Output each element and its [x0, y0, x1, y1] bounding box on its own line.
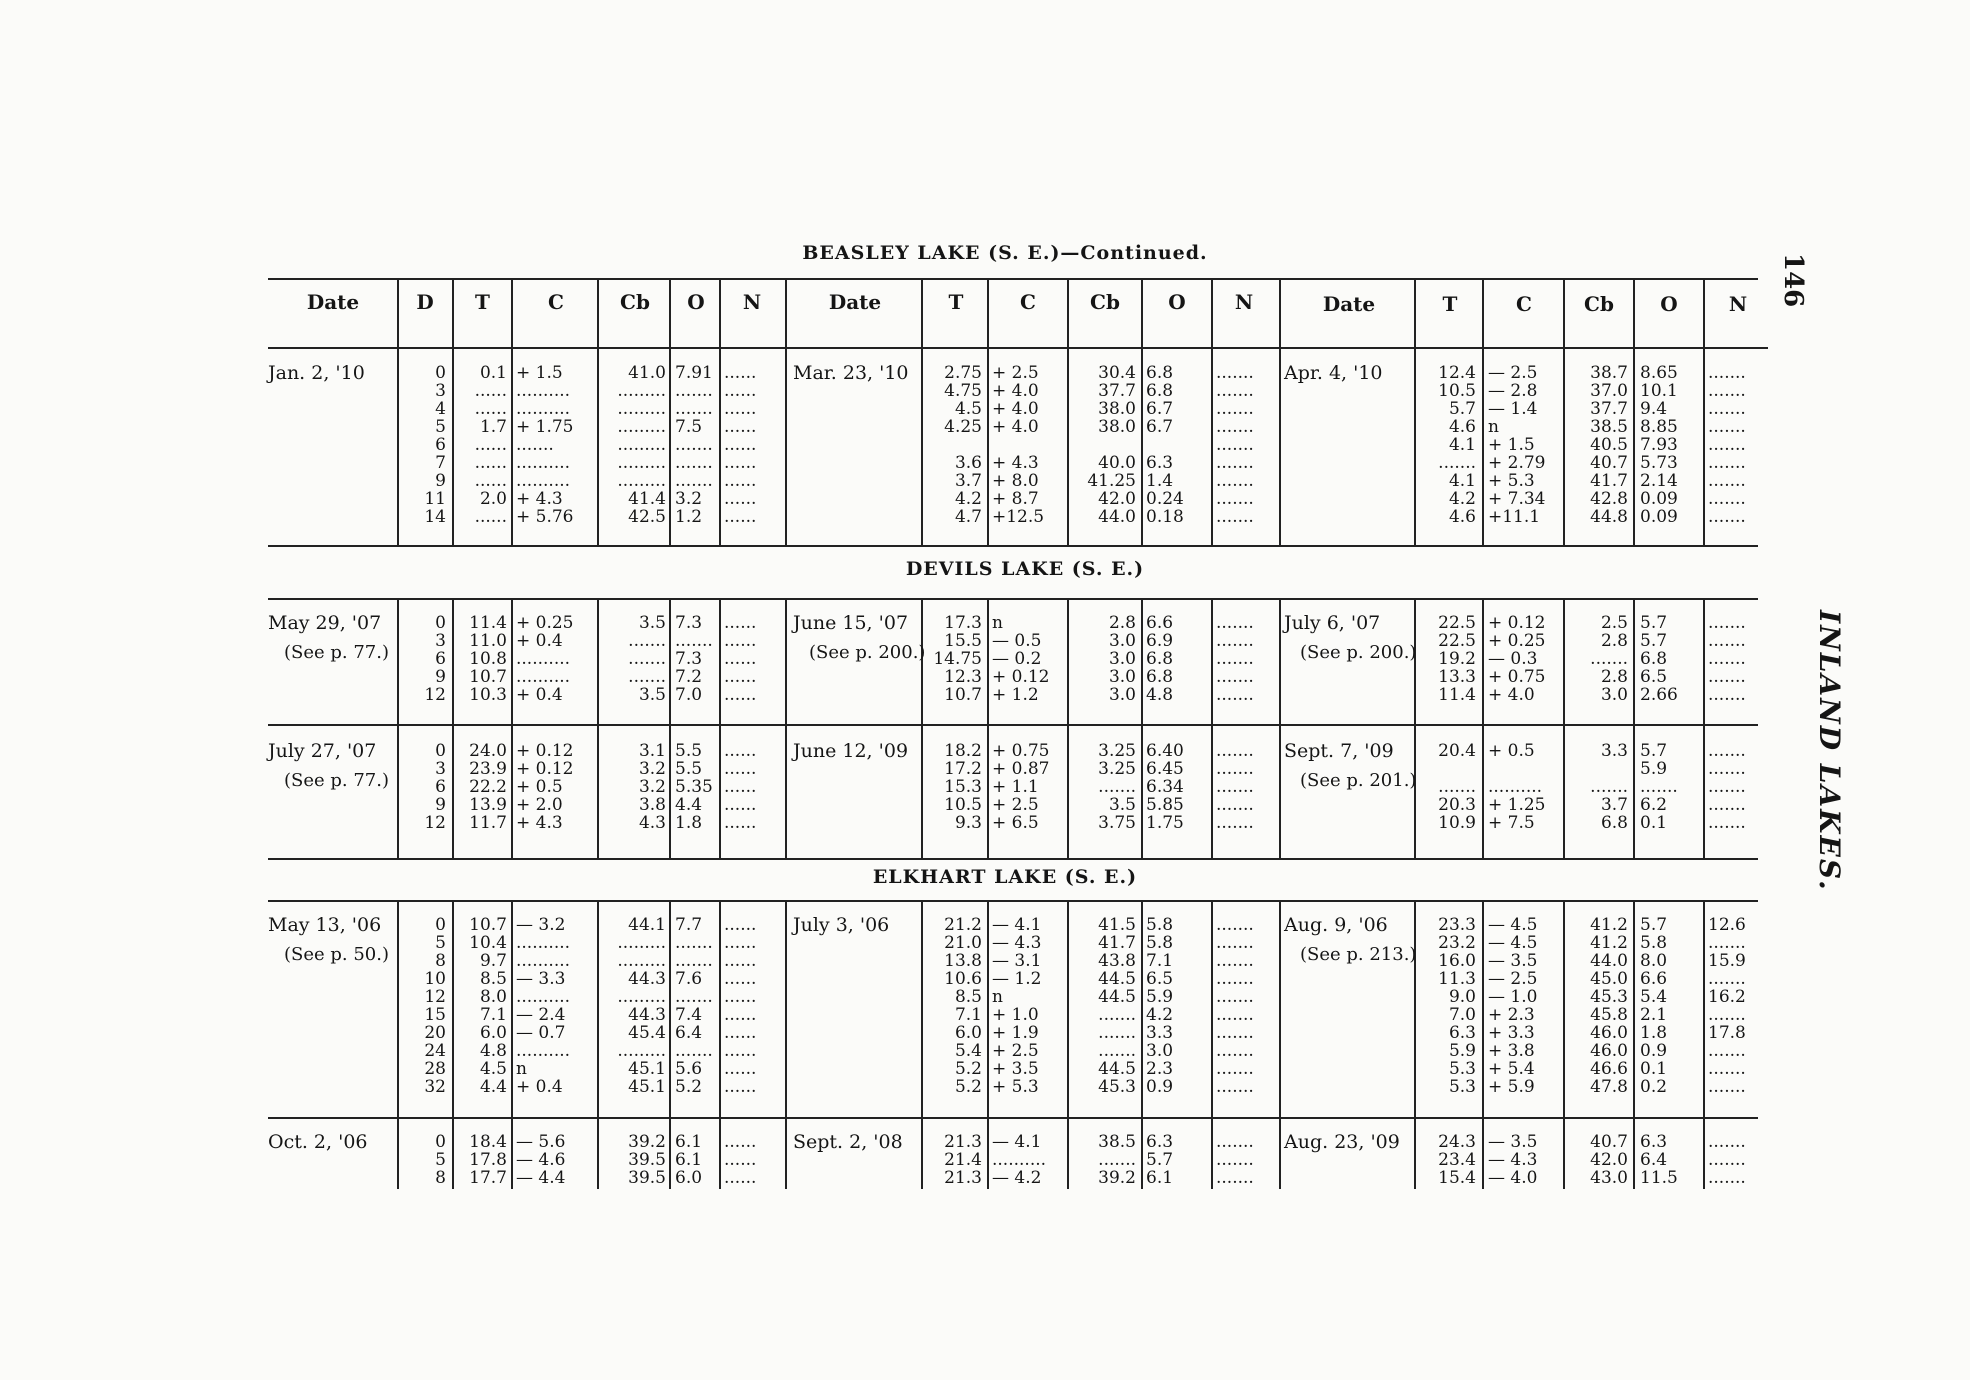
column-values-c: — 4.1 — 4.3 — 3.1 — 1.2 n + 1.0 + 1.9 + 2.5 + 3.5 + 5.3 [992, 915, 1042, 1097]
column-values-t: 20.4 ....... 20.3 10.9 [1438, 741, 1476, 833]
sample-date: July 27, '07 [268, 740, 377, 762]
column-values-cb: 41.2 41.2 44.0 45.0 45.3 45.8 46.0 46.0 46.6 47.8 [1590, 915, 1628, 1097]
page-reference: (See p. 201.) [1300, 770, 1417, 791]
column-values-cb: 2.5 2.8 ....... 2.8 3.0 [1590, 613, 1628, 705]
header-co2-1: C [548, 290, 564, 314]
column-values-o: 6.40 6.45 6.34 5.85 1.75 [1146, 741, 1184, 833]
column-values-o: 7.91 ....... ....... 7.5 ....... ....... ....... 3.2 1.2 [675, 363, 713, 527]
column-values-t: 18.4 17.8 17.7 [469, 1132, 507, 1188]
column-values-d: 0 5 8 [435, 1132, 446, 1188]
column-values-n: ...... ...... ...... ...... ...... ...... ...... ...... ...... ...... [724, 915, 757, 1097]
page-reference: (See p. 77.) [284, 642, 389, 663]
page-reference: (See p. 77.) [284, 770, 389, 791]
header-temp-3: T [1442, 292, 1458, 316]
column-values-cb: 44.1 ......... ......... 44.3 ......... 44.3 45.4 ......... 45.1 45.1 [617, 915, 666, 1097]
column-values-cb: 39.2 39.5 39.5 [628, 1132, 666, 1188]
column-values-cb: 41.5 41.7 43.8 44.5 44.5 ....... ....... ....... 44.5 45.3 [1098, 915, 1136, 1097]
column-values-cb: 30.4 37.7 38.0 38.0 40.0 41.25 42.0 44.0 [1087, 363, 1136, 527]
column-values-o: 5.7 5.7 6.8 6.5 2.66 [1640, 613, 1678, 705]
section-title-devils: DEVILS LAKE (S. E.) [905, 558, 1145, 580]
sample-date: July 3, '06 [793, 914, 890, 936]
rule-devils-end [268, 858, 1758, 860]
column-values-d: 0 5 8 10 12 15 20 24 28 32 [424, 915, 446, 1097]
header-co2-3: C [1516, 292, 1532, 316]
column-values-o: 5.7 5.8 8.0 6.6 5.4 2.1 1.8 0.9 0.1 0.2 [1640, 915, 1668, 1097]
column-values-c: + 2.5 + 4.0 + 4.0 + 4.0 + 4.3 + 8.0 + 8.7 +12.5 [992, 363, 1045, 527]
column-values-c: + 0.12 + 0.12 + 0.5 + 2.0 + 4.3 [516, 741, 574, 833]
column-values-n: ....... ....... ....... ....... ....... [1216, 613, 1254, 705]
sample-date: Sept. 7, '09 [1284, 740, 1394, 762]
header-bottom-rule [268, 347, 1768, 349]
column-values-t: 23.3 23.2 16.0 11.3 9.0 7.0 6.3 5.9 5.3 5.3 [1438, 915, 1476, 1097]
column-values-d: 0 3 4 5 6 7 9 11 14 [424, 363, 446, 527]
rule-devils-start [268, 598, 1758, 600]
rule-elkhart-start [268, 900, 1758, 902]
column-values-o: 6.8 6.8 6.7 6.7 6.3 1.4 0.24 0.18 [1146, 363, 1184, 527]
column-values-cb: 38.7 37.0 37.7 38.5 40.5 40.7 41.7 42.8 44.8 [1590, 363, 1628, 527]
column-values-c: + 0.25 + 0.4 .......... .......... + 0.4 [516, 613, 574, 705]
page-reference: (See p. 213.) [1300, 944, 1417, 965]
page-number: 146 [1778, 253, 1808, 308]
column-values-t: 24.0 23.9 22.2 13.9 11.7 [469, 741, 507, 833]
column-values-cb: 2.8 3.0 3.0 3.0 3.0 [1108, 613, 1136, 705]
header-o-2: O [1168, 290, 1186, 314]
header-temp-2: T [948, 290, 964, 314]
sample-date: May 13, '06 [268, 914, 382, 936]
header-co2-2: C [1020, 290, 1036, 314]
sample-date: Oct. 2, '06 [268, 1131, 368, 1153]
column-values-o: 7.3 ....... 7.3 7.2 7.0 [675, 613, 713, 705]
column-values-c: — 3.2 .......... .......... — 3.3 .......... — 2.4 — 0.7 .......... n + 0.4 [516, 915, 571, 1097]
sample-date: June 15, '07 [793, 612, 909, 634]
header-n-1: N [742, 290, 762, 314]
sample-date: July 6, '07 [1284, 612, 1381, 634]
column-values-c: n — 0.5 — 0.2 + 0.12 + 1.2 [992, 613, 1050, 705]
column-values-t: 10.7 10.4 9.7 8.5 8.0 7.1 6.0 4.8 4.5 4.4 [469, 915, 507, 1097]
column-values-n: ....... ....... ....... ....... ....... [1708, 741, 1746, 833]
column-values-t: 21.3 21.4 21.3 [944, 1132, 982, 1188]
column-values-cb: 38.5 ....... 39.2 [1098, 1132, 1136, 1188]
column-values-n: ...... ...... ...... [724, 1132, 757, 1188]
column-values-n: ....... ....... ....... ....... ....... [1708, 613, 1746, 705]
header-o-1: O [687, 290, 705, 314]
column-values-o: 6.3 6.4 11.5 [1640, 1132, 1678, 1188]
column-values-c: — 3.5 — 4.3 — 4.0 [1488, 1132, 1538, 1188]
column-values-c: + 1.5 .......... .......... + 1.75 ....... .......... .......... + 4.3 + 5.76 [516, 363, 574, 527]
sample-date: Jan. 2, '10 [268, 362, 365, 384]
column-values-o: 6.6 6.9 6.8 6.8 4.8 [1146, 613, 1174, 705]
running-head: INLAND LAKES. [1813, 610, 1846, 892]
column-values-t: 17.3 15.5 14.75 12.3 10.7 [933, 613, 982, 705]
page-reference: (See p. 200.) [809, 642, 926, 663]
column-values-c: + 0.5 .......... + 1.25 + 7.5 [1488, 741, 1546, 833]
header-depth: D [416, 290, 434, 314]
header-cb-3: Cb [1584, 292, 1614, 316]
header-temp-1: T [475, 290, 490, 314]
column-values-c: + 0.75 + 0.87 + 1.1 + 2.5 + 6.5 [992, 741, 1050, 833]
column-values-n: ....... ....... ....... ....... ....... ....... ....... ....... ....... [1708, 363, 1746, 527]
column-values-t: 12.4 10.5 5.7 4.6 4.1 ....... 4.1 4.2 4.6 [1438, 363, 1476, 527]
header-date-2: Date [828, 290, 882, 314]
column-values-c: + 0.12 + 0.25 — 0.3 + 0.75 + 4.0 [1488, 613, 1546, 705]
header-n-3: N [1728, 292, 1748, 316]
column-values-n: 12.6 ....... 15.9 ....... 16.2 ....... 17.8 ....... ....... ....... [1708, 915, 1746, 1097]
column-values-t: 0.1 ...... ...... 1.7 ...... ...... ...... 2.0 ...... [474, 363, 507, 527]
column-values-t: 24.3 23.4 15.4 [1438, 1132, 1476, 1188]
column-values-o: 5.8 5.8 7.1 6.5 5.9 4.2 3.3 3.0 2.3 0.9 [1146, 915, 1174, 1097]
page-reference: (See p. 200.) [1300, 642, 1417, 663]
header-n-2: N [1234, 290, 1254, 314]
sample-date: Aug. 9, '06 [1284, 914, 1388, 936]
column-values-n: ....... ....... ....... ....... ....... ....... ....... ....... ....... ....... [1216, 915, 1254, 1097]
column-values-o: 5.7 5.9 ....... 6.2 0.1 [1640, 741, 1678, 833]
column-values-c: — 2.5 — 2.8 — 1.4 n + 1.5 + 2.79 + 5.3 + 7.34 +11.1 [1488, 363, 1546, 527]
sample-date: Apr. 4, '10 [1284, 362, 1383, 384]
column-values-t: 22.5 22.5 19.2 13.3 11.4 [1438, 613, 1476, 705]
column-values-cb: 3.3 ....... 3.7 6.8 [1590, 741, 1628, 833]
page-reference: (See p. 50.) [284, 944, 389, 965]
column-values-t: 18.2 17.2 15.3 10.5 9.3 [944, 741, 982, 833]
column-values-n: ....... ....... ....... [1216, 1132, 1254, 1188]
column-values-o: 6.1 6.1 6.0 [675, 1132, 703, 1188]
header-cb-2: Cb [1090, 290, 1120, 314]
rule-beasley-end [268, 545, 1758, 547]
sample-date: May 29, '07 [268, 612, 382, 634]
column-values-n: ...... ...... ...... ...... ...... [724, 741, 757, 833]
column-values-cb: 3.1 3.2 3.2 3.8 4.3 [638, 741, 666, 833]
column-values-t: 2.75 4.75 4.5 4.25 3.6 3.7 4.2 4.7 [944, 363, 982, 527]
section-title-elkhart: ELKHART LAKE (S. E.) [872, 866, 1138, 888]
column-values-n: ...... ...... ...... ...... ...... [724, 613, 757, 705]
section-title-beasley: BEASLEY LAKE (S. E.)—Continued. [802, 242, 1208, 264]
header-date-1: Date [306, 290, 360, 314]
column-values-c: — 4.1 .......... — 4.2 [992, 1132, 1047, 1188]
column-values-cb: 41.0 ......... ......... ......... ......... ......... ......... 41.4 42.5 [617, 363, 666, 527]
column-values-n: ....... ....... ....... [1708, 1132, 1746, 1188]
column-values-o: 5.5 5.5 5.35 4.4 1.8 [675, 741, 713, 833]
header-o-3: O [1660, 292, 1678, 316]
column-values-o: 7.7 ....... ....... 7.6 ....... 7.4 6.4 ....... 5.6 5.2 [675, 915, 713, 1097]
column-values-o: 6.3 5.7 6.1 [1146, 1132, 1174, 1188]
header-cb-1: Cb [620, 290, 650, 314]
column-values-n: ...... ...... ...... ...... ...... ...... ...... ...... ...... [724, 363, 757, 527]
column-values-cb: 3.5 ....... ....... ....... 3.5 [628, 613, 666, 705]
sample-date: June 12, '09 [793, 740, 909, 762]
column-values-t: 11.4 11.0 10.8 10.7 10.3 [469, 613, 507, 705]
column-values-n: ....... ....... ....... ....... ....... [1216, 741, 1254, 833]
column-values-d: 0 3 6 9 12 [424, 741, 446, 833]
column-values-n: ....... ....... ....... ....... ....... ....... ....... ....... ....... [1216, 363, 1254, 527]
header-top-rule [268, 278, 1758, 280]
header-date-3: Date [1322, 292, 1376, 316]
rule-devils-mid [268, 724, 1758, 726]
column-values-cb: 40.7 42.0 43.0 [1590, 1132, 1628, 1188]
sample-date: Aug. 23, '09 [1284, 1131, 1400, 1153]
column-values-t: 21.2 21.0 13.8 10.6 8.5 7.1 6.0 5.4 5.2 5.2 [944, 915, 982, 1097]
rule-elkhart-mid [268, 1117, 1758, 1119]
column-values-o: 8.65 10.1 9.4 8.85 7.93 5.73 2.14 0.09 0.09 [1640, 363, 1678, 527]
sample-date: Sept. 2, '08 [793, 1131, 903, 1153]
column-values-cb: 3.25 3.25 ....... 3.5 3.75 [1098, 741, 1136, 833]
sample-date: Mar. 23, '10 [793, 362, 909, 384]
column-values-c: — 4.5 — 4.5 — 3.5 — 2.5 — 1.0 + 2.3 + 3.3 + 3.8 + 5.4 + 5.9 [1488, 915, 1538, 1097]
column-values-c: — 5.6 — 4.6 — 4.4 [516, 1132, 566, 1188]
column-values-d: 0 3 6 9 12 [424, 613, 446, 705]
